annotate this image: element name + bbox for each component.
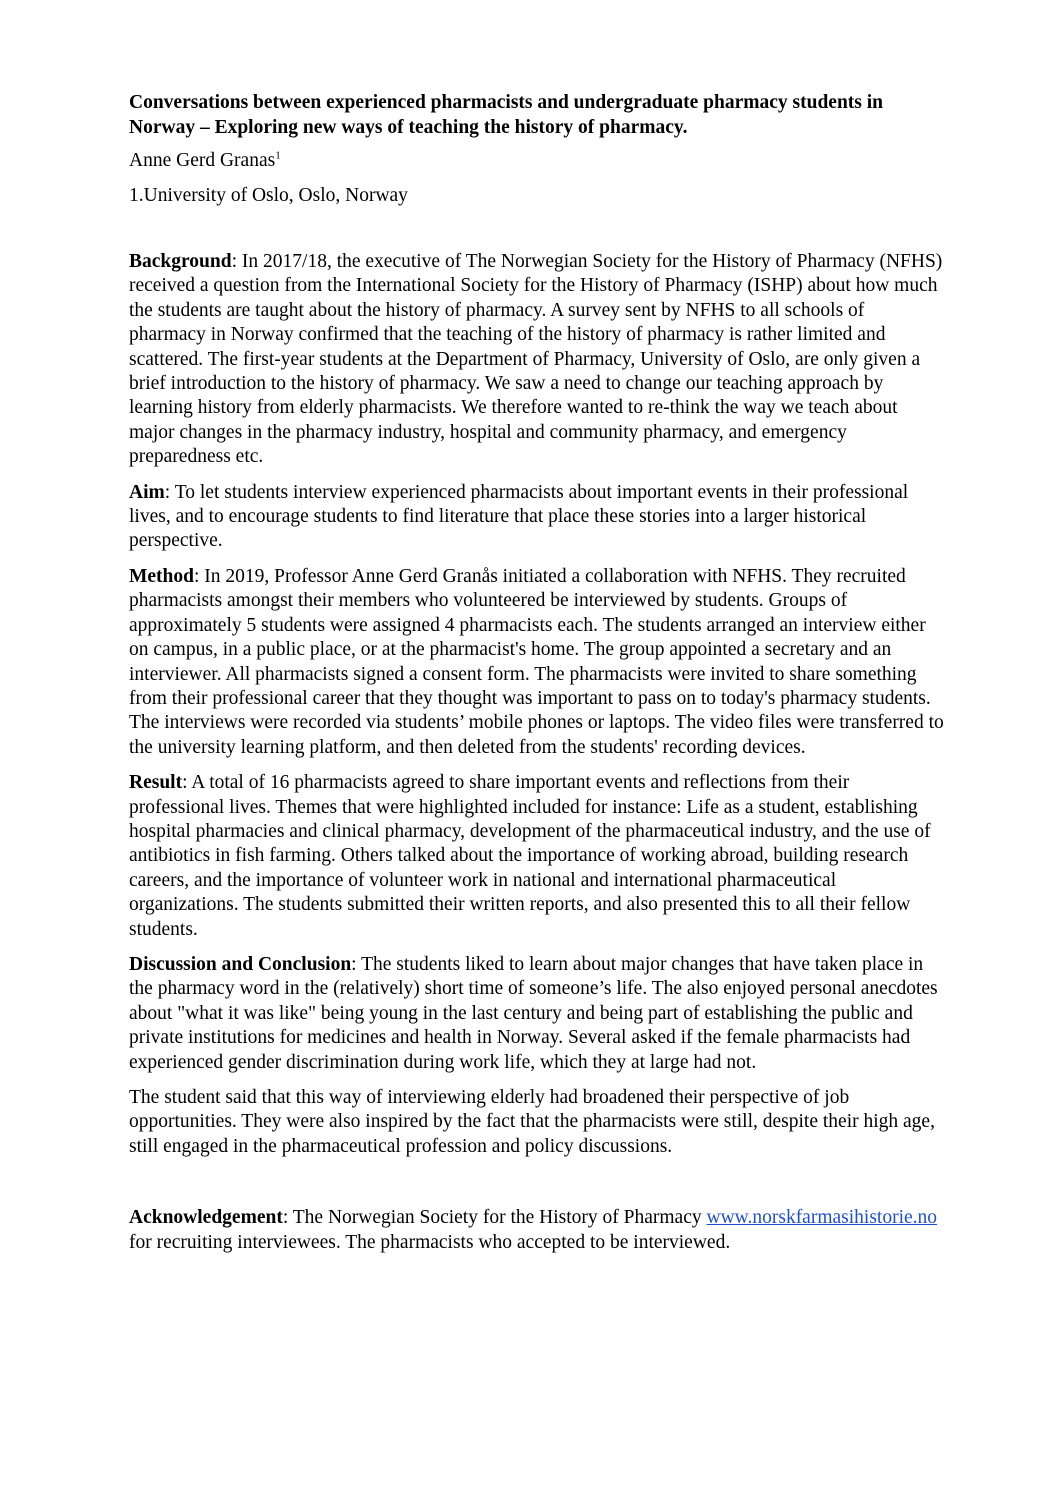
- result-heading: Result: [129, 772, 183, 794]
- discussion-text: : The students liked to learn about major changes that have taken place in the pharmacy word in the (relatively) short time of someone’s life. The also enjoyed personal anecdotes about "what it was like" being young in the last century and being part of establishing the public and private institutions for medicines and health in Norway. Several asked if the female pharmacists had experienced gender discrimination during work life, which they at large had not.: [129, 953, 938, 1073]
- affiliation: 1.University of Oslo, Oslo, Norway: [129, 185, 408, 206]
- discussion-heading: Discussion and Conclusion: [129, 953, 352, 975]
- result-text: : A total of 16 pharmacists agreed to share important events and reflections from their professional lives. Themes that were highlighted included for instance: Life as a student, establishing hospital pharmacies and clinical pharmacy, development of the pharmaceutical industry, and the use of antibiotics in fish farming. Others talked about the importance of working abroad, building research careers, and the importance of volunteer work in national and international pharmaceutical organizations. The students submitted their written reports, and also presented this to all their fellow students.: [129, 772, 931, 940]
- method-text: : In 2019, Professor Anne Gerd Granås initiated a collaboration with NFHS. They recruited pharmacists amongst their members who volunteered be interviewed by students. Groups of approximately 5 students were assigned 4 pharmacists each. The students arranged an interview either on campus, in a public place, or at the pharmacist's home. The group appointed a secretary and an interviewer. All pharmacists signed a consent form. The pharmacists were invited to share something from their professional career that they thought was important to pass on to today's pharmacy students. The interviews were recorded via students’ mobile phones or laptops. The video files were transferred to the university learning platform, and then deleted from the students' recording devices.: [129, 565, 944, 758]
- document-page: [129, 90, 944, 1255]
- method-paragraph: [129, 565, 944, 760]
- aim-text: : To let students interview experienced pharmacists about important events in their professional lives, and to encourage students to find literature that place these stories into a larger historical perspective.: [129, 481, 909, 552]
- aim-heading: Aim: [129, 481, 165, 503]
- method-heading: Method: [129, 565, 194, 587]
- author-affiliation-marker: 1: [275, 149, 281, 162]
- author-name: Anne Gerd Granas: [129, 150, 276, 171]
- student-note-paragraph: The student said that this way of interviewing elderly had broadened their perspective of job opportunities. They were also inspired by the fact that the pharmacists were still, despite their high age, still engaged in the pharmaceutical profession and policy discussions.: [129, 1087, 935, 1157]
- discussion-paragraph: [129, 953, 944, 1075]
- acknowledgement-paragraph: [129, 1206, 944, 1255]
- acknowledgement-heading: Acknowledgement: [129, 1207, 283, 1229]
- background-text: : In 2017/18, the executive of The Norwegian Society for the History of Pharmacy (NFHS) received a question from the International Society for the History of Pharmacy (ISHP) about how much the students are taught about the history of pharmacy. A survey sent by NFHS to all schools of pharmacy in Norway confirmed that the teaching of the history of pharmacy is rather limited and scattered. The first-year students at the Department of Pharmacy, University of Oslo, are only given a brief introduction to the history of pharmacy. We saw a need to change our teaching approach by learning history from elderly pharmacists. We therefore wanted to re-think the way we teach about major changes in the pharmacy industry, hospital and community pharmacy, and emergency preparedness etc.: [129, 251, 943, 468]
- document-title: Conversations between experienced pharmacists and undergraduate pharmacy students in Norway – Exploring new ways of teaching the history of pharmacy.: [129, 92, 884, 138]
- result-paragraph: [129, 771, 944, 942]
- background-paragraph: [129, 250, 944, 470]
- aim-paragraph: [129, 481, 944, 554]
- acknowledgement-text-after: for recruiting interviewees. The pharmacists who accepted to be interviewed.: [129, 1231, 731, 1253]
- acknowledgement-text-before: : The Norwegian Society for the History of Pharmacy: [282, 1207, 707, 1229]
- background-heading: Background: [129, 251, 232, 272]
- society-website-link[interactable]: www.norskfarmasihistorie.no: [706, 1207, 938, 1229]
- author-line: [129, 148, 944, 173]
